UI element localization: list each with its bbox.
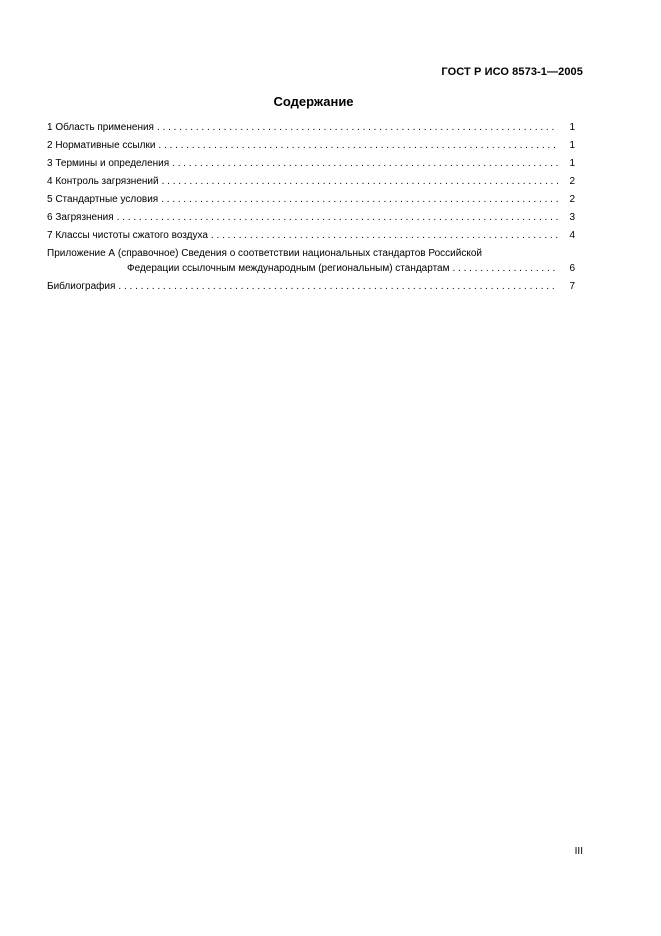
- toc-entry-page: 1: [569, 140, 575, 151]
- toc-entry-normative-references[interactable]: [47, 139, 575, 157]
- table-of-contents: [47, 121, 575, 298]
- toc-entry-text: 1 Область применения: [47, 122, 154, 133]
- toc-entry-text: Федерации ссылочным международным (региональным) стандартам: [127, 263, 450, 274]
- page-number: III: [574, 846, 583, 857]
- toc-entry-text: 4 Контроль загрязнений: [47, 176, 159, 187]
- toc-entry-annex-a[interactable]: [47, 247, 575, 262]
- toc-leader-dots: [211, 229, 558, 242]
- toc-leader-dots: [453, 262, 559, 275]
- toc-leader-dots: [117, 211, 558, 224]
- document-code: ГОСТ Р ИСО 8573-1—2005: [441, 66, 583, 78]
- toc-entry-page: 1: [569, 158, 575, 169]
- toc-leader-dots: [172, 157, 558, 170]
- toc-entry-page: 3: [569, 212, 575, 223]
- toc-entry-text: 2 Нормативные ссылки: [47, 140, 156, 151]
- toc-entry-page: 4: [569, 230, 575, 241]
- toc-entry-contaminants[interactable]: [47, 211, 575, 229]
- toc-entry-scope[interactable]: [47, 121, 575, 139]
- toc-entry-text: 7 Классы чистоты сжатого воздуха: [47, 230, 208, 241]
- toc-entry-text: 3 Термины и определения: [47, 158, 170, 169]
- toc-entry-page: 6: [569, 263, 575, 274]
- toc-leader-dots: [157, 121, 558, 134]
- toc-entry-text: Приложение А (справочное) Сведения о соответствии национальных стандартов Российской: [47, 248, 482, 259]
- toc-entry-page: 2: [569, 194, 575, 205]
- toc-leader-dots: [118, 280, 558, 293]
- toc-leader-dots: [158, 139, 558, 152]
- toc-entry-standard-conditions[interactable]: [47, 193, 575, 211]
- toc-title: Содержание: [273, 94, 354, 109]
- toc-leader-dots: [162, 175, 558, 188]
- toc-entry-page: 7: [569, 281, 575, 292]
- toc-entry-text: Библиография: [47, 281, 116, 292]
- toc-entry-annex-a-continued[interactable]: [47, 262, 575, 280]
- toc-entry-text: 6 Загрязнения: [47, 212, 114, 223]
- toc-entry-page: 2: [569, 176, 575, 187]
- toc-entry-purity-classes[interactable]: [47, 229, 575, 247]
- toc-entry-page: 1: [569, 122, 575, 133]
- toc-entry-terms[interactable]: [47, 157, 575, 175]
- toc-entry-bibliography[interactable]: [47, 280, 575, 298]
- toc-leader-dots: [161, 193, 558, 206]
- toc-entry-text: 5 Стандартные условия: [47, 194, 159, 205]
- toc-entry-contamination-control[interactable]: [47, 175, 575, 193]
